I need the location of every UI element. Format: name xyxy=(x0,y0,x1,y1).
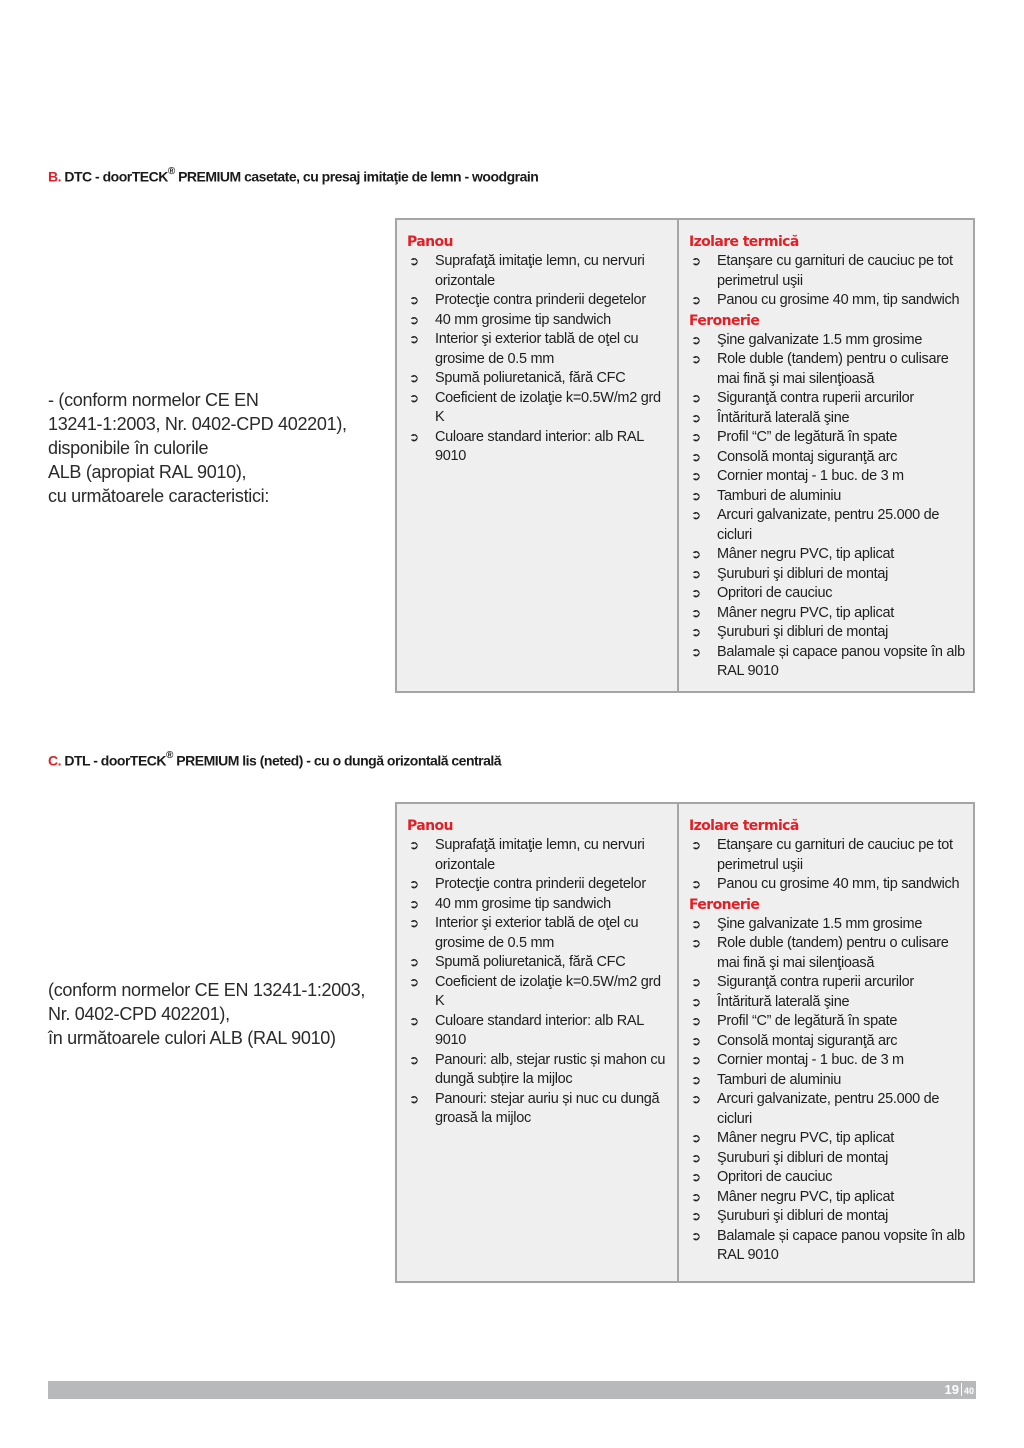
list-item xyxy=(689,993,965,1013)
list-item-text: 40 mm grosime tip sandwich xyxy=(435,311,611,328)
arrow-bullet-icon: ➲ xyxy=(691,430,701,444)
description-line: - (conform normelor CE EN xyxy=(48,390,259,410)
arrow-bullet-icon: ➲ xyxy=(691,254,701,268)
list-item xyxy=(407,973,669,1012)
list-item xyxy=(689,448,965,468)
arrow-bullet-icon: ➲ xyxy=(409,877,419,891)
arrow-bullet-icon: ➲ xyxy=(691,586,701,600)
list-item-text: Opritori de cauciuc xyxy=(717,585,833,601)
list-item-text: Culoare standard interior: alb RAL 9010 xyxy=(435,1012,644,1048)
arrow-bullet-icon: ➲ xyxy=(691,994,701,1009)
arrow-bullet-icon: ➲ xyxy=(691,916,701,931)
list-item-text: Întăritură laterală şine xyxy=(717,409,850,426)
section-title-rest: PREMIUM lis (neted) - cu o dungă orizontală centrală xyxy=(172,752,502,769)
list-item xyxy=(689,291,965,311)
panou-list xyxy=(407,836,669,1129)
list-item xyxy=(689,409,965,429)
arrow-bullet-icon: ➲ xyxy=(691,1014,701,1028)
description-line: 13241-1:2003, Nr. 0402-CPD 402201), xyxy=(48,414,347,434)
list-item-text: Culoare standard interior: alb RAL 9010 xyxy=(435,428,644,464)
arrow-bullet-icon: ➲ xyxy=(691,1072,701,1087)
izolare-feronerie-column xyxy=(679,804,973,1281)
list-item xyxy=(689,1032,965,1052)
list-item xyxy=(407,311,669,331)
list-item xyxy=(689,1227,965,1266)
list-item xyxy=(689,836,965,875)
list-item-text: Siguranţă contra ruperii arcurilor xyxy=(717,974,914,990)
page-separator xyxy=(961,1383,962,1396)
list-item-text: Siguranţă contra ruperii arcurilor xyxy=(717,390,914,406)
list-item-text: Role duble (tandem) pentru o culisare mai fină şi mai silenţioasă xyxy=(717,351,949,387)
list-item xyxy=(689,467,965,487)
list-item-text: Role duble (tandem) pentru o culisare mai fină şi mai silenţioasă xyxy=(717,935,949,971)
description-line: cu următoarele caracteristici: xyxy=(48,486,270,506)
list-item xyxy=(407,895,669,915)
arrow-bullet-icon: ➲ xyxy=(691,1209,701,1223)
description-line: (conform normelor CE EN 13241-1:2003, xyxy=(48,980,366,1000)
list-item xyxy=(689,973,965,993)
arrow-bullet-icon: ➲ xyxy=(691,1189,701,1204)
list-item-text: Etanşare cu garnituri de cauciuc pe tot perimetrul uşii xyxy=(717,253,953,289)
arrow-bullet-icon: ➲ xyxy=(691,1170,701,1184)
list-item xyxy=(689,584,965,604)
registered-mark: ® xyxy=(166,750,173,761)
description-line: ALB (apropiat RAL 9010), xyxy=(48,462,247,482)
list-item xyxy=(689,565,965,585)
list-item xyxy=(689,1188,965,1208)
section-title-c xyxy=(48,752,501,769)
list-item xyxy=(407,914,669,953)
arrow-bullet-icon: ➲ xyxy=(409,916,419,930)
arrow-bullet-icon: ➲ xyxy=(691,625,701,639)
section-title-b xyxy=(48,168,538,185)
feronerie-list xyxy=(689,915,965,1266)
list-item-text: 40 mm grosime tip sandwich xyxy=(435,895,611,912)
list-item xyxy=(689,331,965,351)
list-item-text: Panouri: stejar auriu și nuc cu dungă groasă la mijloc xyxy=(435,1090,660,1126)
arrow-bullet-icon: ➲ xyxy=(409,390,419,405)
list-item-text: Cornier montaj - 1 buc. de 3 m xyxy=(717,1052,904,1068)
list-item xyxy=(407,252,669,291)
izolare-heading: Izolare termică xyxy=(689,818,799,834)
list-item xyxy=(689,643,965,682)
list-item-text: Şuruburi şi dibluri de montaj xyxy=(717,624,889,640)
arrow-bullet-icon: ➲ xyxy=(409,955,419,969)
panou-heading: Panou xyxy=(407,234,453,250)
izolare-heading: Izolare termică xyxy=(689,234,799,250)
list-item xyxy=(689,545,965,565)
panou-column xyxy=(397,220,679,691)
arrow-bullet-icon: ➲ xyxy=(691,547,701,561)
list-item-text: Şuruburi şi dibluri de montaj xyxy=(717,565,889,582)
list-item xyxy=(407,1090,669,1129)
arrow-bullet-icon: ➲ xyxy=(691,1228,701,1243)
list-item xyxy=(407,369,669,389)
list-item xyxy=(689,604,965,624)
list-item-text: Balamale și capace panou vopsite în alb RAL 9010 xyxy=(717,643,965,679)
arrow-bullet-icon: ➲ xyxy=(691,332,701,347)
izolare-list xyxy=(689,252,965,311)
list-item xyxy=(689,1129,965,1149)
list-item xyxy=(689,915,965,935)
description-line: Nr. 0402-CPD 402201), xyxy=(48,1004,230,1024)
total-pages: 40 xyxy=(963,1386,974,1396)
arrow-bullet-icon: ➲ xyxy=(409,332,419,346)
arrow-bullet-icon: ➲ xyxy=(691,1131,701,1145)
section-title-rest: PREMIUM casetate, cu presaj imitaţie de lemn - woodgrain xyxy=(174,168,539,185)
list-item xyxy=(689,252,965,291)
arrow-bullet-icon: ➲ xyxy=(691,936,701,950)
arrow-bullet-icon: ➲ xyxy=(691,1053,701,1067)
list-item-text: Profil “C” de legătură în spate xyxy=(717,1013,898,1029)
list-item xyxy=(689,487,965,507)
list-item-text: Consolă montaj siguranţă arc xyxy=(717,1032,898,1049)
list-item-text: Mâner negru PVC, tip aplicat xyxy=(717,1188,894,1205)
list-item-text: Spumă poliuretanică, fără CFC xyxy=(435,954,626,970)
footer-bar xyxy=(48,1381,976,1399)
arrow-bullet-icon: ➲ xyxy=(409,371,419,385)
list-item-text: Protecţie contra prinderii degetelor xyxy=(435,292,646,308)
panou-heading: Panou xyxy=(407,818,453,834)
list-item xyxy=(689,1168,965,1188)
list-item xyxy=(689,875,965,895)
list-item xyxy=(407,953,669,973)
list-item-text: Mâner negru PVC, tip aplicat xyxy=(717,546,894,562)
list-item-text: Arcuri galvanizate, pentru 25.000 de cicluri xyxy=(717,1091,940,1127)
arrow-bullet-icon: ➲ xyxy=(409,1052,419,1067)
arrow-bullet-icon: ➲ xyxy=(691,508,701,522)
list-item xyxy=(407,428,669,467)
arrow-bullet-icon: ➲ xyxy=(691,293,701,307)
list-item xyxy=(689,1090,965,1129)
description-line: disponibile în culorile xyxy=(48,438,209,458)
list-item-text: Panouri: alb, stejar rustic și mahon cu dungă subțire la mijloc xyxy=(435,1051,666,1087)
list-item-text: Coeficient de izolaţie k=0.5W/m2 grd K xyxy=(435,389,661,425)
arrow-bullet-icon: ➲ xyxy=(691,605,701,620)
list-item-text: Profil “C” de legătură în spate xyxy=(717,429,898,445)
list-item-text: Cornier montaj - 1 buc. de 3 m xyxy=(717,468,904,484)
list-item-text: Panou cu grosime 40 mm, tip sandwich xyxy=(717,292,960,308)
arrow-bullet-icon: ➲ xyxy=(691,449,701,464)
list-item-text: Interior şi exterior tablă de oţel cu grosime de 0.5 mm xyxy=(435,915,639,951)
arrow-bullet-icon: ➲ xyxy=(691,410,701,425)
registered-mark: ® xyxy=(167,166,175,177)
arrow-bullet-icon: ➲ xyxy=(409,896,419,911)
list-item xyxy=(689,428,965,448)
arrow-bullet-icon: ➲ xyxy=(691,352,701,366)
list-item xyxy=(689,1071,965,1091)
feronerie-list xyxy=(689,331,965,682)
arrow-bullet-icon: ➲ xyxy=(691,391,701,405)
arrow-bullet-icon: ➲ xyxy=(691,566,701,581)
list-item-text: Mâner negru PVC, tip aplicat xyxy=(717,1130,894,1146)
list-item-text: Şuruburi şi dibluri de montaj xyxy=(717,1149,889,1166)
section-title-text: DTC - doorTECK xyxy=(61,168,168,185)
arrow-bullet-icon: ➲ xyxy=(409,1091,419,1106)
arrow-bullet-icon: ➲ xyxy=(409,974,419,989)
section-letter: C. xyxy=(48,752,61,769)
list-item xyxy=(689,350,965,389)
list-item-text: Şuruburi şi dibluri de montaj xyxy=(717,1208,889,1224)
spec-table-b xyxy=(395,218,975,693)
list-item xyxy=(407,836,669,875)
list-item xyxy=(407,1051,669,1090)
list-item xyxy=(407,1012,669,1051)
list-item-text: Protecţie contra prinderii degetelor xyxy=(435,876,646,892)
list-item-text: Panou cu grosime 40 mm, tip sandwich xyxy=(717,876,960,892)
spec-table-c xyxy=(395,802,975,1283)
izolare-list xyxy=(689,836,965,895)
list-item xyxy=(407,389,669,428)
list-item-text: Întăritură laterală şine xyxy=(717,993,850,1010)
list-item-text: Coeficient de izolaţie k=0.5W/m2 grd K xyxy=(435,973,661,1009)
list-item-text: Consolă montaj siguranţă arc xyxy=(717,448,898,465)
feronerie-heading: Feronerie xyxy=(689,896,760,913)
list-item-text: Opritori de cauciuc xyxy=(717,1169,833,1185)
list-item-text: Balamale și capace panou vopsite în alb RAL 9010 xyxy=(717,1227,965,1263)
list-item-text: Spumă poliuretanică, fără CFC xyxy=(435,370,626,386)
arrow-bullet-icon: ➲ xyxy=(691,1150,701,1165)
list-item xyxy=(689,1207,965,1227)
list-item xyxy=(689,1051,965,1071)
list-item-text: Interior şi exterior tablă de oţel cu grosime de 0.5 mm xyxy=(435,331,639,367)
arrow-bullet-icon: ➲ xyxy=(691,644,701,659)
feronerie-heading: Feronerie xyxy=(689,312,760,329)
arrow-bullet-icon: ➲ xyxy=(409,838,419,852)
list-item-text: Suprafaţă imitaţie lemn, cu nervuri orizontale xyxy=(435,253,645,289)
list-item xyxy=(689,389,965,409)
section-description-c xyxy=(48,978,365,1050)
arrow-bullet-icon: ➲ xyxy=(409,429,419,444)
list-item xyxy=(689,506,965,545)
list-item-text: Suprafaţă imitaţie lemn, cu nervuri orizontale xyxy=(435,837,645,873)
list-item xyxy=(407,291,669,311)
list-item-text: Tamburi de aluminiu xyxy=(717,487,842,504)
list-item-text: Şine galvanizate 1.5 mm grosime xyxy=(717,915,923,932)
list-item xyxy=(689,934,965,973)
arrow-bullet-icon: ➲ xyxy=(409,312,419,327)
list-item xyxy=(689,1149,965,1169)
arrow-bullet-icon: ➲ xyxy=(691,488,701,503)
arrow-bullet-icon: ➲ xyxy=(409,293,419,307)
page-number xyxy=(945,1382,974,1399)
section-title-text: DTL - doorTECK xyxy=(61,752,167,769)
list-item xyxy=(689,1012,965,1032)
arrow-bullet-icon: ➲ xyxy=(691,1033,701,1048)
arrow-bullet-icon: ➲ xyxy=(691,469,701,483)
list-item-text: Etanşare cu garnituri de cauciuc pe tot perimetrul uşii xyxy=(717,837,953,873)
description-line: în următoarele culori ALB (RAL 9010) xyxy=(48,1028,336,1048)
arrow-bullet-icon: ➲ xyxy=(409,1013,419,1028)
list-item-text: Mâner negru PVC, tip aplicat xyxy=(717,604,894,621)
section-description-b xyxy=(48,388,347,508)
list-item-text: Şine galvanizate 1.5 mm grosime xyxy=(717,331,923,348)
izolare-feronerie-column xyxy=(679,220,973,691)
list-item-text: Arcuri galvanizate, pentru 25.000 de cicluri xyxy=(717,507,940,543)
arrow-bullet-icon: ➲ xyxy=(691,877,701,891)
current-page: 19 xyxy=(944,1382,959,1397)
list-item xyxy=(689,623,965,643)
arrow-bullet-icon: ➲ xyxy=(691,975,701,989)
list-item-text: Tamburi de aluminiu xyxy=(717,1071,842,1088)
panou-column xyxy=(397,804,679,1281)
list-item xyxy=(407,330,669,369)
arrow-bullet-icon: ➲ xyxy=(691,838,701,852)
arrow-bullet-icon: ➲ xyxy=(409,254,419,268)
arrow-bullet-icon: ➲ xyxy=(691,1092,701,1106)
list-item xyxy=(407,875,669,895)
panou-list xyxy=(407,252,669,467)
section-letter: B. xyxy=(48,168,61,185)
